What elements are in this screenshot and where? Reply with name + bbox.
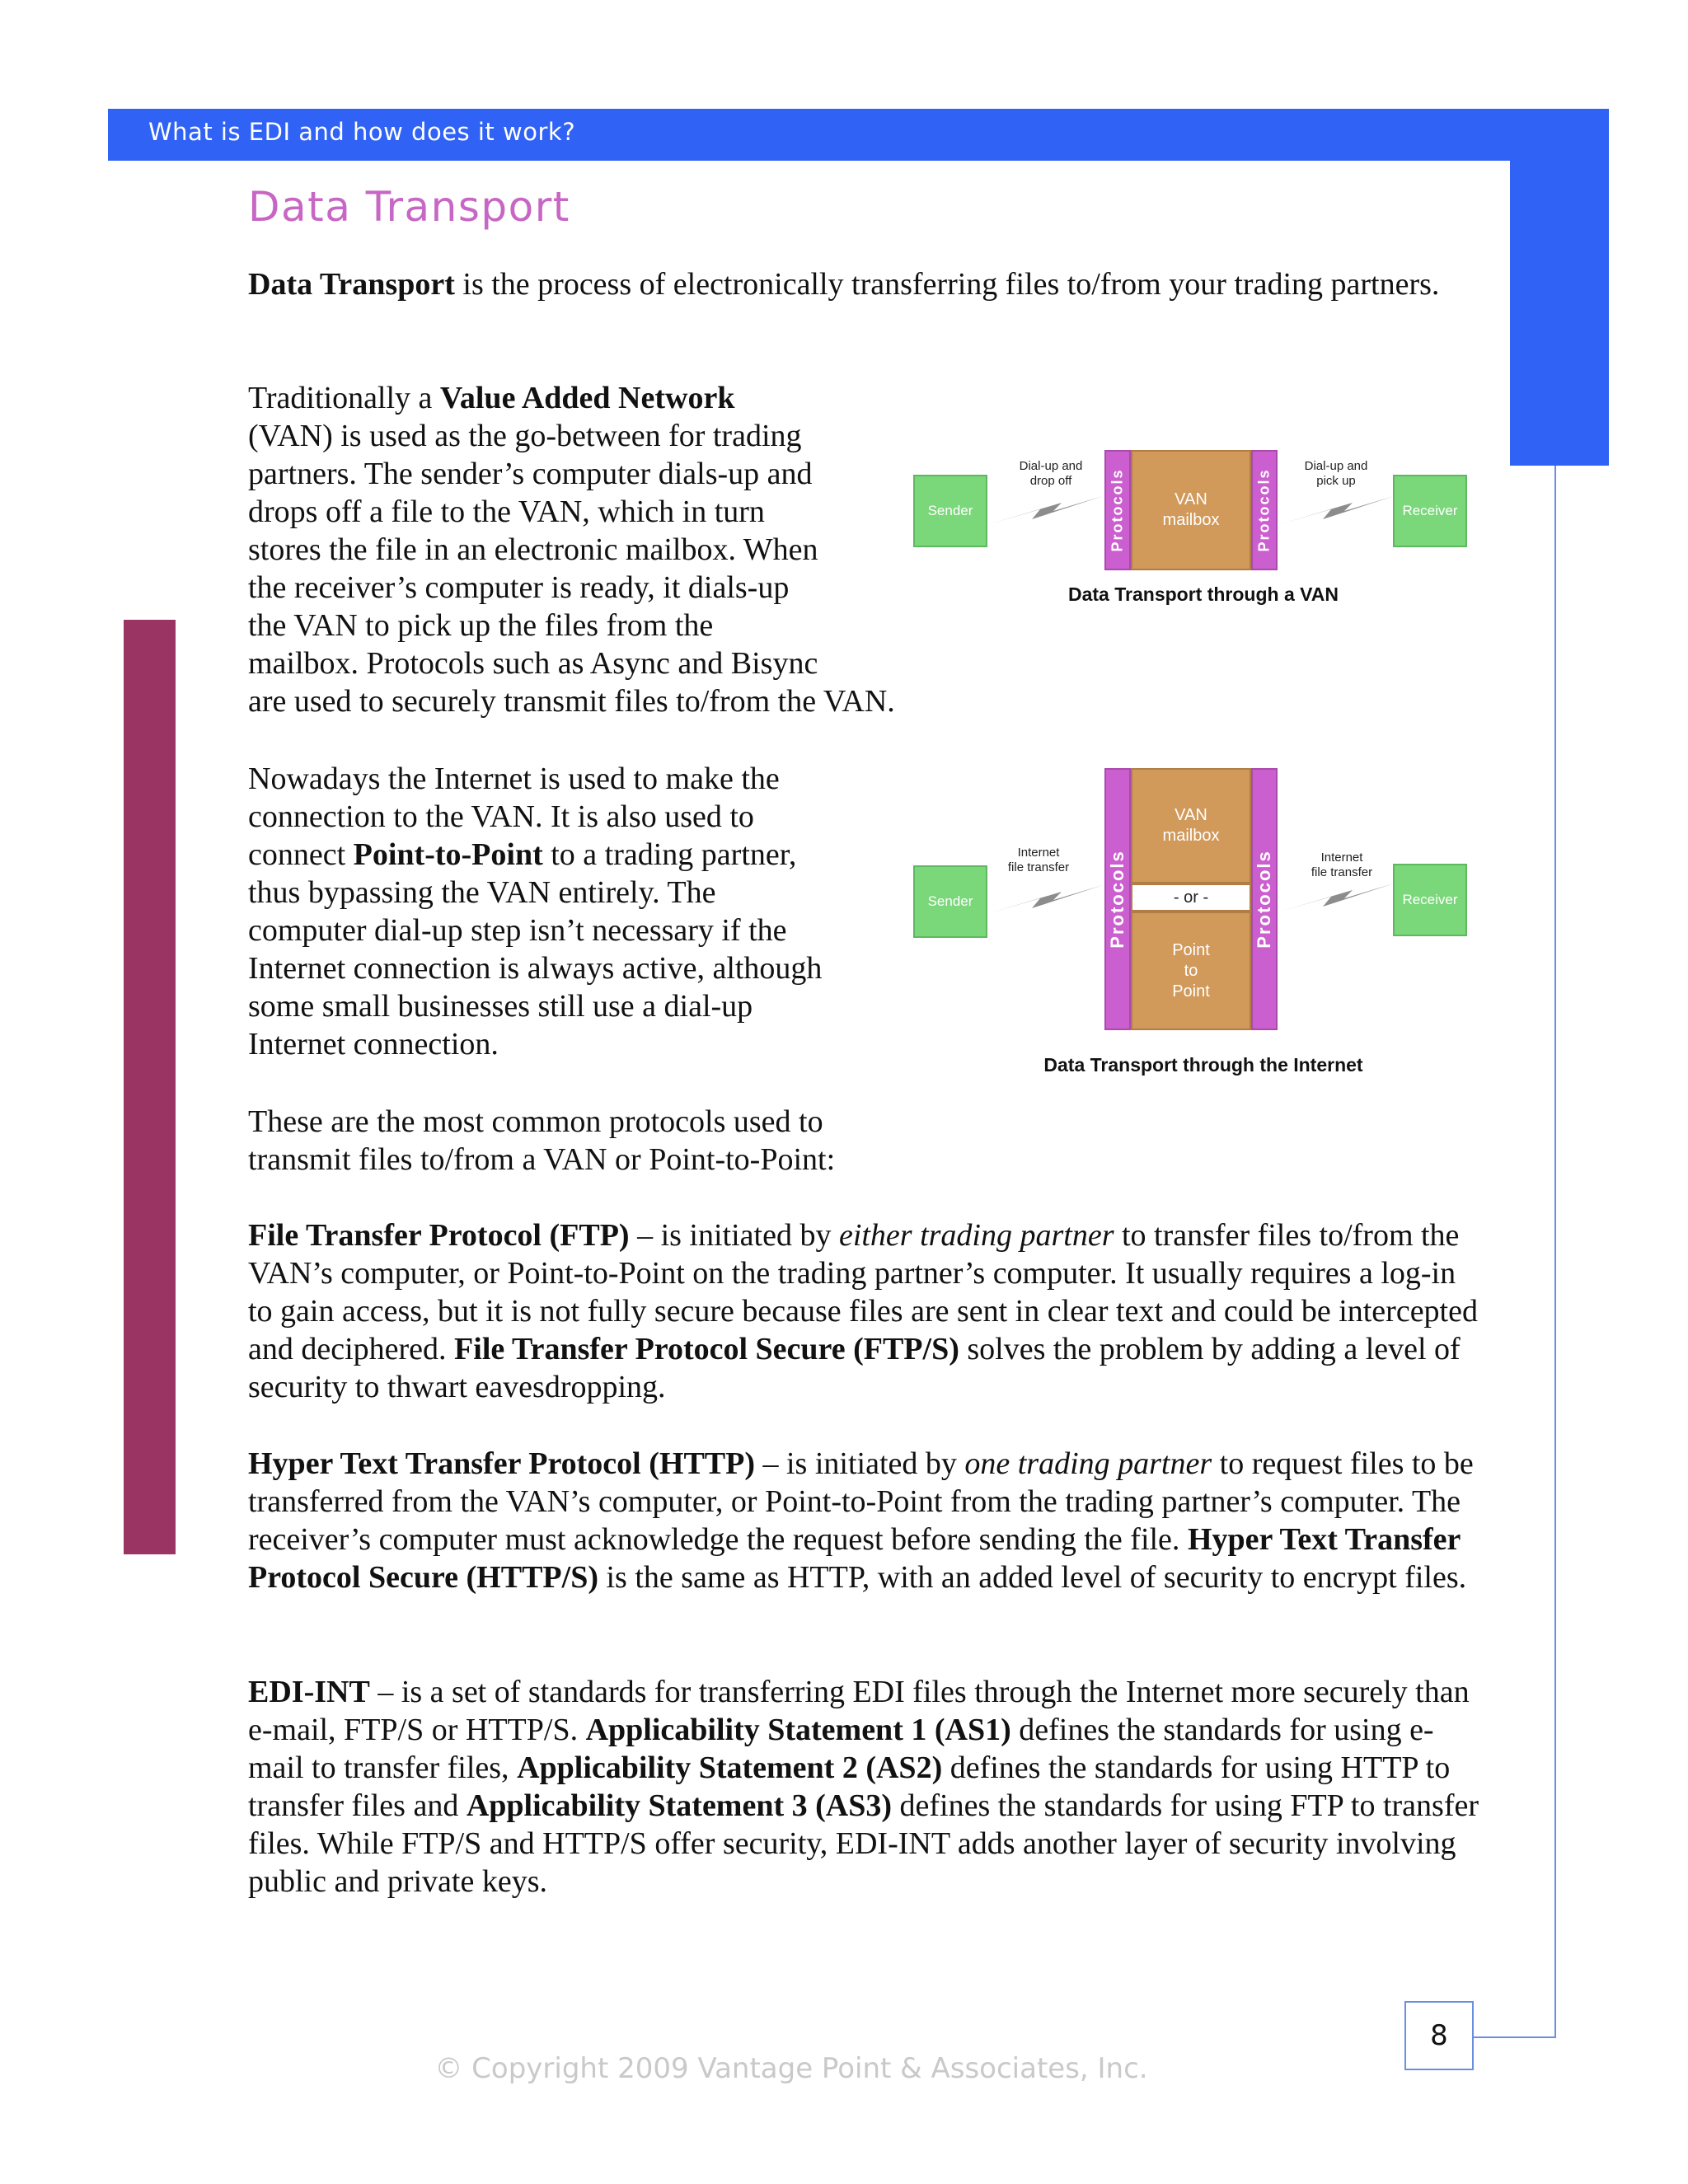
paragraph-text: to transfer files to/from the VAN’s computer, or Point-to-Point on the trading partner’s computer. It usually requires a log-in to gain access, but it is not fully secure because files are sent in clear text and could be intercepted and deciphered. <box>248 1218 1478 1366</box>
term-ftp: File Transfer Protocol (FTP) <box>248 1218 630 1253</box>
mailbox-label: mailbox <box>1162 827 1220 845</box>
dialup-pickup-label <box>1278 459 1394 489</box>
paragraph-line: connection to the VAN. It is also used to <box>248 799 754 834</box>
paragraph-line: the VAN to pick up the files from the <box>248 608 714 643</box>
protocols-bar-left <box>1104 768 1131 1030</box>
paragraph-line: (VAN) is used as the go-between for trading <box>248 419 802 453</box>
mailbox-label: mailbox <box>1162 511 1220 529</box>
diagram-caption: Data Transport through a VAN <box>1068 583 1339 605</box>
sender-node: Sender <box>913 865 987 938</box>
paragraph-line: computer dial-up step isn’t necessary if the <box>248 913 787 948</box>
label-line: Internet <box>1320 851 1363 865</box>
emphasis-text: either trading partner <box>838 1218 1114 1253</box>
lightning-bolt-icon <box>989 880 1104 918</box>
paragraph-line: transmit files to/from a VAN or Point-to-Point: <box>248 1142 836 1177</box>
protocols-bar-left <box>1104 450 1131 570</box>
paragraph-line: Nowadays the Internet is used to make the <box>248 762 780 796</box>
paragraph-line: the receiver’s computer is ready, it dials-up <box>248 570 790 605</box>
paragraph-text: defines the standards for using FTP to transfer files. While FTP/S and HTTP/S offer security, EDI-INT adds another layer of security involving public and private keys. <box>248 1788 1479 1899</box>
paragraph-line: are used to securely transmit files to/from the VAN. <box>248 684 895 719</box>
paragraph-line: partners. The sender’s computer dials-up and <box>248 457 813 491</box>
label-line: file transfer <box>1007 860 1070 874</box>
paragraph-text: – is a set of standards for transferring EDI files through the Internet more securely than e-mail, FTP/S or HTTP/S. <box>248 1675 1470 1747</box>
protocols-label: Protocols <box>1255 468 1273 552</box>
paragraph-text: solves the problem by adding a level of security to thwart eavesdropping. <box>248 1332 1461 1404</box>
paragraph-line: These are the most common protocols used to <box>248 1104 823 1139</box>
term-https: Hyper Text Transfer Protocol Secure (HTTP/S) <box>248 1522 1461 1595</box>
paragraph-line: drops off a file to the VAN, which in turn <box>248 494 765 529</box>
paragraph-line: thus bypassing the VAN entirely. The <box>248 875 716 910</box>
paragraph-line: mailbox. Protocols such as Async and Bisync <box>248 646 818 681</box>
page-title: Data Transport <box>248 183 570 231</box>
paragraph-text: is the same as HTTP, with an added level of security to encrypt files. <box>598 1560 1467 1595</box>
paragraph-edi-int <box>248 1673 1484 1900</box>
lightning-bolt-icon <box>989 491 1104 529</box>
paragraph-text: is the process of electronically transferring files to/from your trading partners. <box>454 267 1440 302</box>
p2p-label: to <box>1184 961 1198 980</box>
van-mailbox <box>1131 768 1251 883</box>
paragraph-van <box>248 379 1237 720</box>
protocols-label: Protocols <box>1107 850 1128 949</box>
protocols-bar-right <box>1251 768 1278 1030</box>
term-as1: Applicability Statement 1 (AS1) <box>585 1713 1011 1747</box>
mailbox-label: VAN <box>1175 490 1207 509</box>
label-line: drop off <box>1029 474 1072 488</box>
right-border-line <box>1554 466 1556 2038</box>
paragraph-text: to request files to be transferred from the VAN’s computer, or Point-to-Point from the trading partner’s computer. The receiver’s computer must acknowledge the request before sending the file. <box>248 1446 1474 1557</box>
diagram-caption: Data Transport through the Internet <box>1043 1054 1363 1076</box>
term-as3: Applicability Statement 3 (AS3) <box>466 1788 892 1823</box>
side-accent-bar <box>124 620 176 1554</box>
internet-transfer-label-left <box>981 846 1096 875</box>
label-line: file transfer <box>1311 865 1373 879</box>
lightning-bolt-icon <box>1280 491 1395 529</box>
protocols-bar-right <box>1251 450 1278 570</box>
paragraph-text: – is initiated by <box>629 1218 839 1253</box>
label-line: Dial-up and <box>1019 459 1083 473</box>
term-ftps: File Transfer Protocol Secure (FTP/S) <box>454 1332 959 1366</box>
paragraph-line: stores the file in an electronic mailbox. When <box>248 532 818 567</box>
paragraph-text: connect <box>248 837 354 872</box>
paragraph-ftp <box>248 1216 1484 1406</box>
mailbox-label: VAN <box>1175 806 1207 824</box>
header-title: What is EDI and how does it work? <box>148 118 576 146</box>
sender-node: Sender <box>913 475 987 547</box>
term-van: Value Added Network <box>439 381 735 415</box>
point-to-point-box <box>1131 912 1251 1030</box>
paragraph-text: to a trading partner, <box>542 837 797 872</box>
p2p-label: Point <box>1172 940 1210 959</box>
page-number: 8 <box>1404 2001 1474 2070</box>
p2p-label: Point <box>1172 982 1210 1001</box>
paragraph-line: Internet connection. <box>248 1027 499 1062</box>
label-line: Dial-up and <box>1304 459 1368 473</box>
paragraph-text: Traditionally a <box>248 381 440 415</box>
label-line: Internet <box>1017 846 1060 860</box>
van-mailbox <box>1131 450 1251 570</box>
receiver-node: Receiver <box>1393 475 1467 547</box>
protocols-label: Protocols <box>1254 850 1274 949</box>
term-edi-int: EDI-INT <box>248 1675 370 1709</box>
paragraph-protocols-intro <box>248 1103 1072 1179</box>
label-line: pick up <box>1316 474 1356 488</box>
term-data-transport: Data Transport <box>248 267 455 302</box>
protocols-label: Protocols <box>1109 468 1126 552</box>
term-http: Hyper Text Transfer Protocol (HTTP) <box>248 1446 755 1481</box>
paragraph-line: Internet connection is always active, although <box>248 951 823 986</box>
copyright-footer: © Copyright 2009 Vantage Point & Associates, Inc. <box>434 2052 1148 2085</box>
dialup-dropoff-label <box>993 459 1109 489</box>
paragraph-intro <box>248 265 1484 303</box>
paragraph-http <box>248 1445 1484 1596</box>
internet-transfer-label-right <box>1284 851 1400 880</box>
paragraph-text: defines the standards for using HTTP to transfer files and <box>248 1750 1451 1823</box>
paragraph-line: some small businesses still use a dial-up <box>248 989 753 1024</box>
or-separator: - or - <box>1131 883 1251 912</box>
term-as2: Applicability Statement 2 (AS2) <box>517 1750 943 1785</box>
paragraph-text: – is initiated by <box>755 1446 965 1481</box>
paragraph-text: defines the standards for using e-mail to transfer files, <box>248 1713 1434 1785</box>
emphasis-text: one trading partner <box>964 1446 1212 1481</box>
receiver-node: Receiver <box>1393 864 1467 936</box>
lightning-bolt-icon <box>1280 879 1395 916</box>
term-point-to-point: Point-to-Point <box>353 837 543 872</box>
header-corner-block <box>1510 161 1609 466</box>
page-number-connector <box>1474 2036 1556 2038</box>
